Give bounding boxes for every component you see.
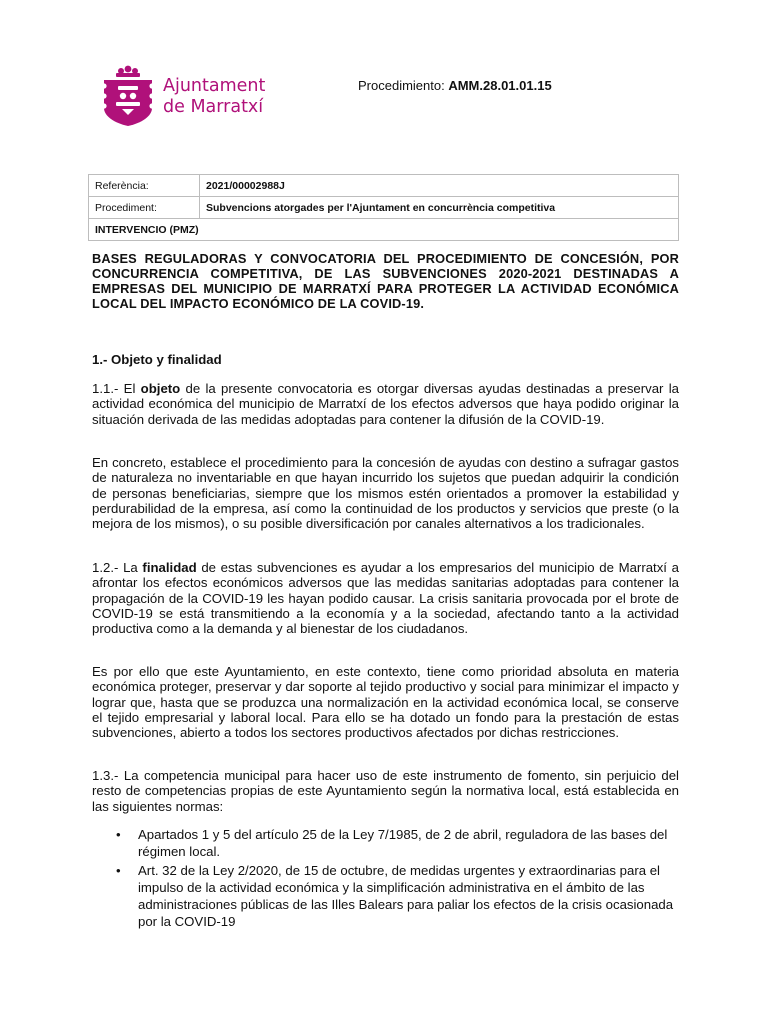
procedure-label: Procedimiento: <box>358 78 445 93</box>
list-item <box>92 826 679 860</box>
section-heading: 1.- Objeto y finalidad <box>92 352 222 367</box>
paragraph-1-1 <box>92 381 679 427</box>
document-title: BASES REGULADORAS Y CONVOCATORIA DEL PROCEDIMIENTO DE CONCESIÓN, POR CONCURRENCIA COMPETITIVA, DE LAS SUBVENCIONES 2020-2021 DESTINADAS A EMPRESAS DEL MUNICIPIO DE MARRATXÍ PARA PROTEGER LA ACTIVIDAD ECONÓMICA LOCAL DEL IMPACTO ECONÓMICO DE LA COVID-19. <box>92 251 679 311</box>
bullet-icon: • <box>116 863 121 878</box>
procedure-reference <box>358 78 552 93</box>
table-row <box>89 175 679 197</box>
department-cell: INTERVENCIO (PMZ) <box>89 219 679 241</box>
table-row <box>89 219 679 241</box>
paragraph-text: de la presente convocatoria es otorgar diversas ayudas destinadas a preservar la actividad económica del municipio de Marratxí de los efectos adversos que haya podido originar la situación derivada de las medidas adoptadas para contener la difusión de la COVID-19. <box>92 381 679 427</box>
procedure-row-value: Subvencions atorgades per l'Ajuntament en concurrència competitiva <box>200 197 679 219</box>
paragraph-1-3: 1.3.- La competencia municipal para hacer uso de este instrumento de fomento, sin perjuicio del resto de competencias propias de este Ayuntamiento según la normativa local, está establecida en las siguientes normas: <box>92 768 679 814</box>
logo-line-1: Ajuntament <box>163 76 266 96</box>
reference-table <box>88 174 679 241</box>
list-item <box>92 862 679 930</box>
list-item-text: Apartados 1 y 5 del artículo 25 de la Ley 7/1985, de 2 de abril, reguladora de las bases del régimen local. <box>138 827 668 859</box>
reference-value: 2021/00002988J <box>200 175 679 197</box>
logo-wordmark <box>163 76 265 118</box>
paragraph-priority: Es por ello que este Ayuntamiento, en este contexto, tiene como prioridad absoluta en materia económica proteger, preservar y dar soporte al tejido productivo y social para minimizar el impacto y lograr que, hasta que se produzca una normalización en la actividad económica local, se conserve el tejido empresarial y laboral local. Para ello se ha dotado un fondo para la prestación de estas subvenciones, abierto a todos los sectores productivos afectados por dichas restricciones. <box>92 664 679 741</box>
paragraph-text: de estas subvenciones es ayudar a los empresarios del municipio de Marratxí a afrontar los efectos económicos adversos que las medidas sanitarias adoptadas para contener la propagación de la COVID-19 les hayan podido causar. La crisis sanitaria provocada por el brote de COVID-19 se está transmitiendo a la economía y a la sociedad, afectando tanto a la actividad productiva como a la demanda y al bienestar de los ciudadanos. <box>92 560 679 637</box>
paragraph-1-2 <box>92 560 679 636</box>
paragraph-keyword: objeto <box>140 381 181 396</box>
paragraph-concrete: En concreto, establece el procedimiento para la concesión de ayudas con destino a sufragar gastos de naturaleza no inventariable en que hayan incurrido los sujetos que puedan adquirir la condición de personas beneficiarias, siempre que los mismos estén orientados a promover la estabilidad y perdurabilidad de la empresa, así como la continuidad de los productos y servicios que preste (o la mejora de los mismos), o su posible diversificación por canales alternativos a los tradicionales. <box>92 455 679 532</box>
list-item-text: Art. 32 de la Ley 2/2020, de 15 de octubre, de medidas urgentes y extraordinarias para el impulso de la actividad económica y la simplificación administrativa en el ámbito de las administraciones públicas de las Illes Balears para paliar los efectos de la crisis ocasionada por la COVID-19 <box>138 863 674 929</box>
reference-label: Referència: <box>89 175 200 197</box>
paragraph-prefix: 1.1.- El <box>92 381 141 396</box>
table-row <box>89 197 679 219</box>
paragraph-prefix: 1.2.- La <box>92 560 143 575</box>
procedure-code: AMM.28.01.01.15 <box>448 78 552 93</box>
bullet-icon: • <box>116 827 121 842</box>
coat-of-arms-icon <box>96 64 160 128</box>
paragraph-keyword: finalidad <box>142 560 197 575</box>
norms-list <box>92 826 679 932</box>
logo-line-2: de Marratxí <box>163 97 264 117</box>
procedure-row-label: Procediment: <box>89 197 200 219</box>
